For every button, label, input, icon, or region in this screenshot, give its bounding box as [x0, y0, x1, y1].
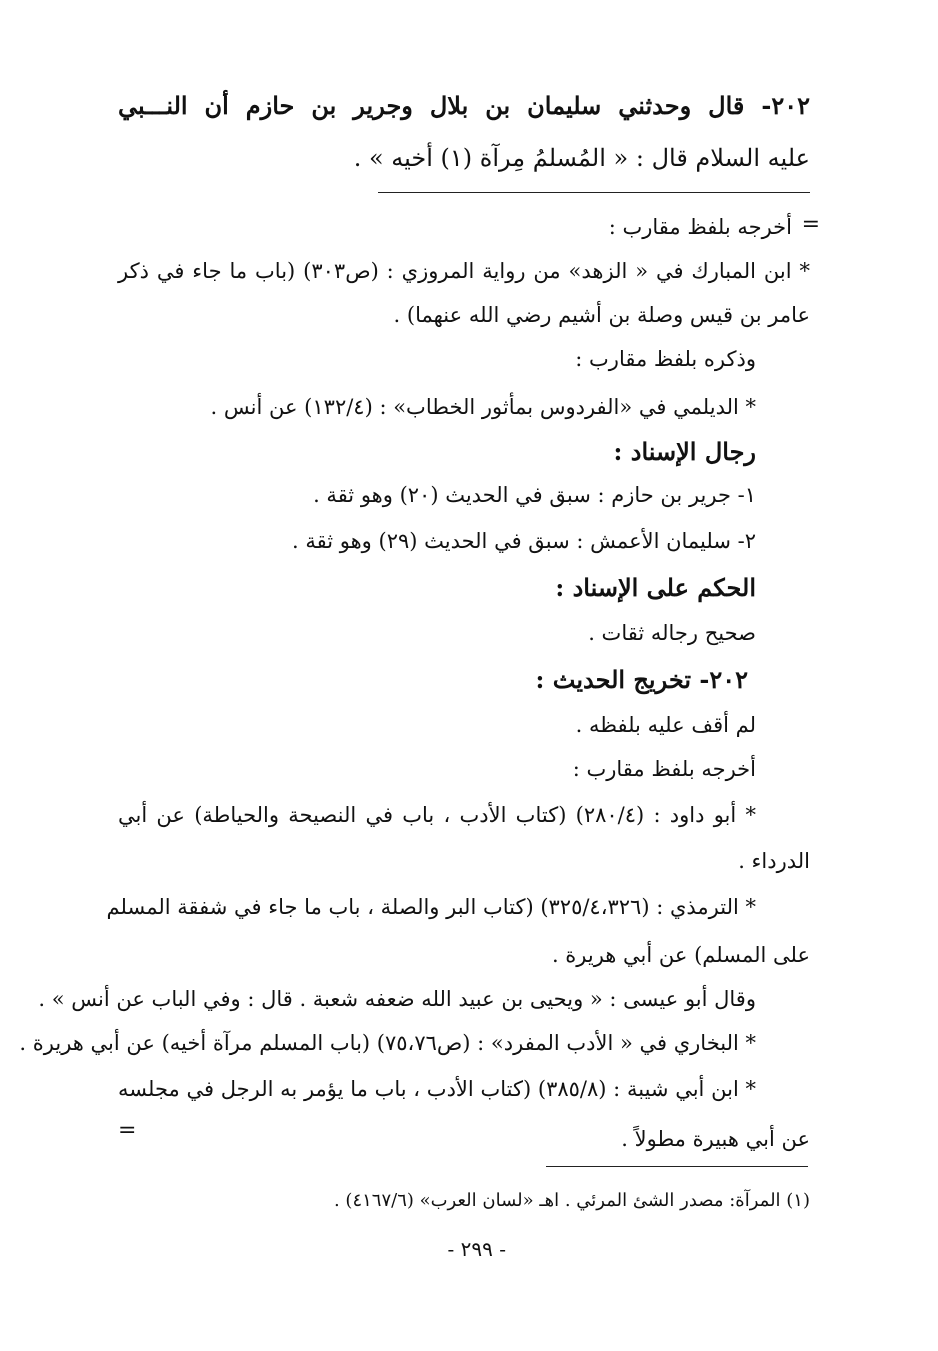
- footnote-divider: [546, 1166, 808, 1167]
- hadith-text-line-1: ٢٠٢- قال وحدثني سليمان بن بلال وجرير بن حازم أن النـــبي: [118, 91, 810, 120]
- continuation-mark: =: [118, 1118, 137, 1143]
- page-number: - ٢٩٩ -: [447, 1237, 506, 1261]
- paragraph: الدرداء .: [738, 849, 810, 873]
- hadith-text-line-2: عليه السلام قال : « المُسلمُ مِرآة (١) أخيه » .: [353, 144, 810, 172]
- paragraph: أخرجه بلفظ مقارب :: [572, 757, 756, 781]
- paragraph: على المسلم) عن أبي هريرة .: [551, 943, 810, 967]
- paragraph: صحيح رجاله ثقات .: [588, 621, 756, 645]
- paragraph: أخرجه بلفظ مقارب :: [608, 215, 792, 239]
- paragraph: ١- جرير بن حازم : سبق في الحديث (٢٠) وهو ثقة .: [313, 483, 756, 507]
- continuation-mark: =: [801, 212, 820, 237]
- section-heading: ٢٠٢- تخريج الحديث :: [535, 665, 748, 694]
- footnote: (١) المرآة: مصدر الشئ المرئي . اهـ «لسان العرب» (٤١٦٧/٦) .: [333, 1190, 810, 1211]
- paragraph: * الترمذي : (٣٢٥/٤،٣٢٦) (كتاب البر والصلة ، باب ما جاء في شفقة المسلم: [106, 895, 756, 919]
- section-divider: [378, 192, 810, 193]
- paragraph: عامر بن قيس وصلة بن أشيم رضي الله عنهما) .: [393, 303, 810, 327]
- paragraph: * ابن المبارك في « الزهد» من رواية المروزي : (ص٣٠٣) (باب ما جاء في ذكر: [118, 259, 810, 283]
- paragraph: * الديلمي في «الفردوس بمأثور الخطاب» : (١٣٢/٤) عن أنس .: [210, 395, 756, 419]
- paragraph: ٢- سليمان الأعمش : سبق في الحديث (٢٩) وهو ثقة .: [292, 529, 756, 553]
- section-heading: الحكم على الإسناد :: [555, 573, 756, 602]
- section-heading: رجال الإسناد :: [613, 437, 756, 466]
- paragraph: وقال أبو عيسى : « ويحيى بن عبيد الله ضعفه شعبة . قال : وفي الباب عن أنس » .: [38, 987, 756, 1011]
- paragraph: لم أقف عليه بلفظه .: [575, 713, 756, 737]
- paragraph: * البخاري في « الأدب المفرد» : (ص٧٥،٧٦) (باب المسلم مرآة أخيه) عن أبي هريرة .: [19, 1031, 756, 1055]
- paragraph: عن أبي هبيرة مطولاً .: [621, 1127, 810, 1151]
- paragraph: وذكره بلفظ مقارب :: [575, 347, 756, 371]
- paragraph: * أبو داود : (٢٨٠/٤) (كتاب الأدب ، باب في النصيحة والحياطة) عن أبي: [118, 803, 756, 827]
- paragraph: * ابن أبي شيبة : (٣٨٥/٨) (كتاب الأدب ، باب ما يؤمر به الرجل في مجلسه: [118, 1077, 756, 1101]
